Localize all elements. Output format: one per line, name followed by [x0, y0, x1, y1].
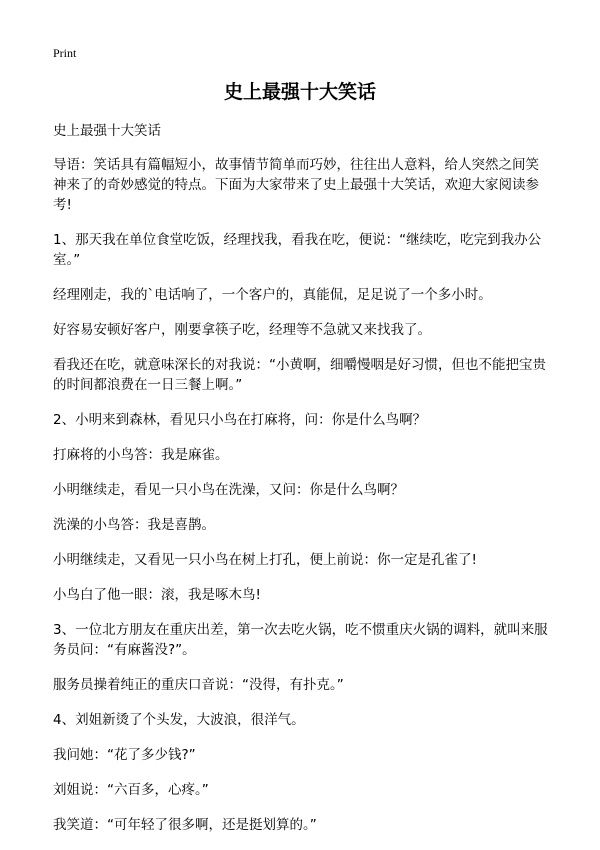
paragraph: 好容易安顿好客户，刚要拿筷子吃，经理等不急就又来找我了。 — [53, 322, 431, 338]
paragraph: 小鸟白了他一眼：滚，我是啄木鸟! — [53, 587, 261, 603]
paragraph: 3、一位北方朋友在重庆出差，第一次去吃火锅，吃不惯重庆火锅的调料，就叫来服务员问：“有麻酱没?”。 — [53, 622, 548, 658]
paragraph: 服务员操着纯正的重庆口音说：“没得，有扑克。” — [53, 677, 344, 693]
paragraph: 刘姐说：“六百多，心疼。” — [53, 782, 209, 798]
article-subtitle: 史上最强十大笑话 — [53, 123, 161, 139]
article-body — [53, 121, 551, 850]
intro-paragraph: 导语：笑话具有篇幅短小，故事情节简单而巧妙，往往出人意料，给人突然之间笑神来了的奇妙感觉的特点。下面为大家带来了史上最强十大笑话，欢迎大家阅读参考! — [53, 157, 539, 213]
paragraph: 看我还在吃，就意味深长的对我说：“小黄啊，细嚼慢咽是好习惯，但也不能把宝贵的时间都浪费在一日三餐上啊。” — [53, 357, 546, 393]
paragraph: 洗澡的小鸟答：我是喜鹊。 — [53, 517, 215, 533]
paragraph: 1、那天我在单位食堂吃饭，经理找我，看我在吃，便说：“继续吃，吃完到我办公室。” — [53, 232, 542, 268]
print-link[interactable]: Print — [53, 46, 77, 60]
paragraph: 2、小明来到森林，看见只小鸟在打麻将，问：你是什么鸟啊？ — [53, 412, 427, 428]
paragraph: 打麻将的小鸟答：我是麻雀。 — [53, 447, 229, 463]
paragraph: 小明继续走，又看见一只小鸟在树上打孔，便上前说：你一定是孔雀了! — [53, 552, 477, 568]
paragraph: 我问她：“花了多少钱?” — [53, 747, 196, 763]
paragraph: 我笑道：“可年轻了很多啊，还是挺划算的。” — [53, 817, 317, 833]
paragraph: 4、刘姐新烫了个头发，大波浪，很洋气。 — [53, 712, 305, 728]
paragraph: 小明继续走，看见一只小鸟在洗澡，又问：你是什么鸟啊？ — [53, 482, 404, 498]
paragraph: 经理刚走，我的`电话响了，一个客户的，真能侃，足足说了一个多小时。 — [53, 287, 492, 303]
page-title: 史上最强十大笑话 — [223, 81, 376, 103]
